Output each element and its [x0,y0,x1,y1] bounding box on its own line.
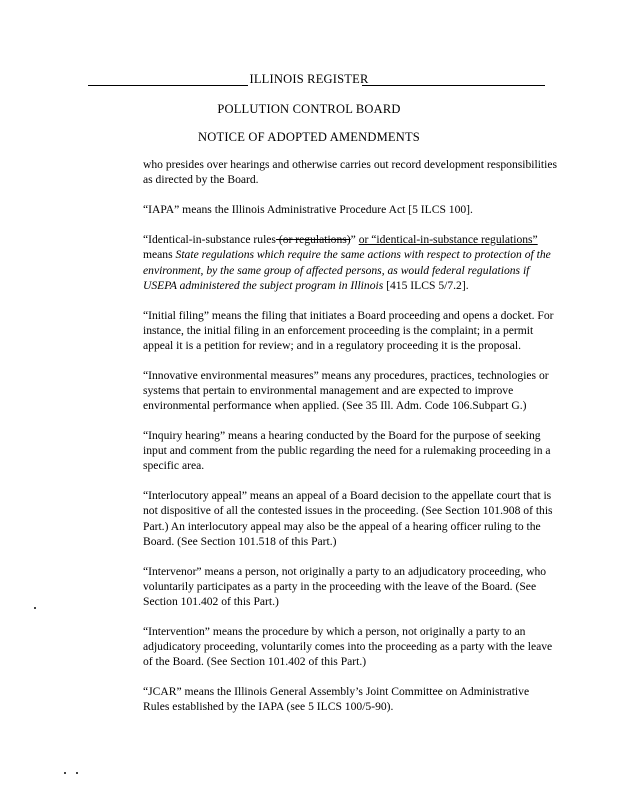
statutory-quote: State regulations which require the same actions with respect to protection of the environment, by the same group of affected persons, as would federal regulations if USEPA administered the subject program in Illinois [143,248,551,292]
term-quote-close: ” [350,233,359,247]
term-text: “Identical-in-substance rules [143,233,276,247]
citation-text: [415 ILCS 5/7.2]. [383,278,469,292]
scan-speck [34,607,36,609]
board-title: POLLUTION CONTROL BOARD [217,102,401,116]
scan-speck [64,772,66,774]
definition-intervenor: “Intervenor” means a person, not originally a party to an adjudicatory proceeding, who voluntarily participates as a party in the proceeding with the leave of the Board. (See Section 101.402 of this Part.) [143,564,547,609]
document-body [143,157,558,729]
definition-iapa: “IAPA” means the Illinois Administrative Procedure Act [5 ILCS 100]. [143,203,473,217]
means-text: means [143,248,176,262]
paragraph-continuation: who presides over hearings and otherwise carries out record development responsibilities as directed by the Board. [143,158,558,187]
scan-speck [76,772,78,774]
definition-innovative-measures: “Innovative environmental measures” means any procedures, practices, technologies or systems that pertain to environmental management and are expected to improve environmental performance when applied. (See 35 Ill. Adm. Code 106.Subpart G.) [143,368,549,413]
added-text: or “identical-in-substance regulations” [358,233,538,247]
definition-initial-filing: “Initial filing” means the filing that initiates a Board proceeding and opens a docket. For instance, the initial filing in an enforcement proceeding is the complaint; in a permit appeal it is a petition for review; and in a regulatory proceeding it is the proposal. [143,308,554,353]
definition-interlocutory-appeal: “Interlocutory appeal” means an appeal of a Board decision to the appellate court that is not dispositive of all the contested issues in the proceeding. (See Section 101.908 of this Part.) An interlocutory appeal may also be the appeal of a hearing officer ruling to the Board. (See Section 101.518 of this Part.) [143,489,553,548]
definition-inquiry-hearing: “Inquiry hearing” means a hearing conducted by the Board for the purpose of seeking input and comment from the public regarding the need for a rulemaking proceeding in a specific area. [143,429,551,473]
deleted-text: (or regulations) [275,233,351,247]
definition-jcar: “JCAR” means the Illinois General Assembly’s Joint Committee on Administrative Rules established by the IAPA (see 5 ILCS 100/5-90). [143,685,530,714]
definition-intervention: “Intervention” means the procedure by which a person, not originally a party to an adjudicatory proceeding, voluntarily comes into the proceeding as a party with the leave of the Board. (See Section 101.402 of this Part.) [143,624,553,669]
definition-identical-in-substance [143,232,558,293]
register-title: ILLINOIS REGISTER [249,72,369,86]
notice-title: NOTICE OF ADOPTED AMENDMENTS [198,130,420,144]
